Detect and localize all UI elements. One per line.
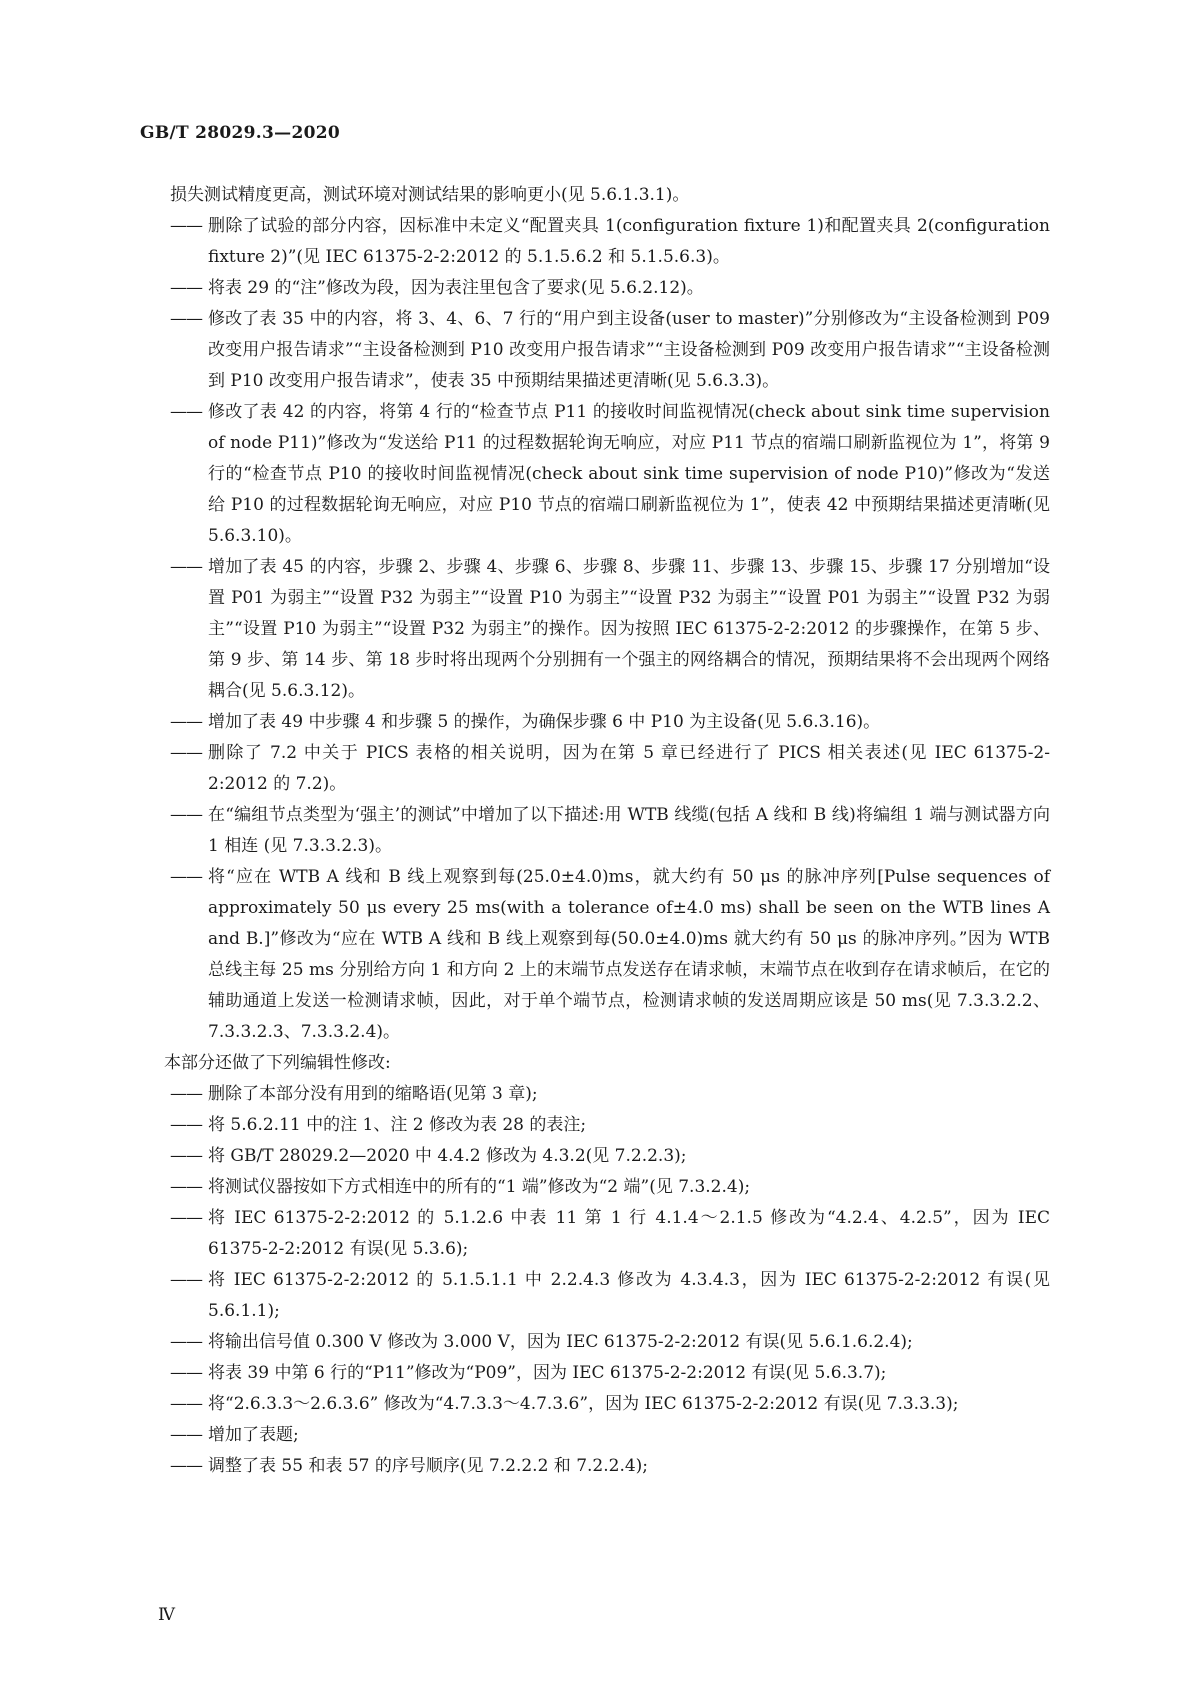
dash-marker: ——: [170, 402, 202, 422]
list-item: [170, 1389, 1050, 1420]
list-item-text: 在“编组节点类型为‘强主’的测试”中增加了以下描述:用 WTB 线缆(包括 A 线和 B 线)将编组 1 端与测试器方向 1 相连 (见 7.3.3.2.3)。: [208, 805, 1050, 856]
technical-changes-list: [170, 211, 1050, 1048]
dash-marker: ——: [170, 1456, 202, 1476]
dash-marker: ——: [170, 1332, 202, 1352]
page-number: Ⅳ: [158, 1605, 175, 1625]
dash-marker: ——: [170, 867, 202, 887]
dash-marker: ——: [170, 1084, 202, 1104]
list-item-text: 修改了表 42 的内容，将第 4 行的“检查节点 P11 的接收时间监视情况(check about sink time supervision of node P11)”修改为“发送给 P11 的过程数据轮询无响应，对应 P11 节点的宿端口刷新监视位为 1”，将第 9 行的“检查节点 P10 的接收时间监视情况(check about sink time supervision of node P10)”修改为“发送给 P10 的过程数据轮询无响应，对应 P10 节点的宿端口刷新监视位为 1”，使表 42 中预期结果描述更清晰(见 5.6.3.10)。: [208, 402, 1050, 546]
list-item: [170, 552, 1050, 707]
list-item-text: 将测试仪器按如下方式相连中的所有的“1 端”修改为“2 端”(见 7.3.2.4);: [208, 1177, 751, 1197]
list-item-text: 将表 29 的“注”修改为段，因为表注里包含了要求(见 5.6.2.12)。: [208, 278, 704, 298]
list-item-text: 调整了表 55 和表 57 的序号顺序(见 7.2.2.2 和 7.2.2.4);: [208, 1456, 649, 1476]
dash-marker: ——: [170, 557, 202, 577]
list-item: [170, 1079, 1050, 1110]
list-item: [170, 707, 1050, 738]
dash-marker: ——: [170, 712, 202, 732]
dash-marker: ——: [170, 216, 202, 236]
list-item: [170, 397, 1050, 552]
list-item-text: 将“应在 WTB A 线和 B 线上观察到每(25.0±4.0)ms，就大约有 50 μs 的脉冲序列[Pulse sequences of approximately 50 μs every 25 ms(with a tolerance of±4.0 ms) shall be seen on the WTB lines A and B.]”修改为“应在 WTB A 线和 B 线上观察到每(50.0±4.0)ms 就大约有 50 μs 的脉冲序列。”因为 WTB 总线主每 25 ms 分别给方向 1 和方向 2 上的末端节点发送存在请求帧，末端节点在收到存在请求帧后，在它的辅助通道上发送一检测请求帧，因此，对于单个端节点，检测请求帧的发送周期应该是 50 ms(见 7.3.3.2.2、7.3.3.2.3、7.3.3.2.4)。: [208, 867, 1050, 1042]
dash-marker: ——: [170, 805, 202, 825]
dash-marker: ——: [170, 1115, 202, 1135]
list-item-text: 删除了试验的部分内容，因标准中未定义“配置夹具 1(configuration fixture 1)和配置夹具 2(configuration fixture 2)”(见 IEC 61375-2-2:2012 的 5.1.5.6.2 和 5.1.5.6.3)。: [208, 216, 1050, 267]
document-body: [164, 180, 1050, 1482]
dash-marker: ——: [170, 1363, 202, 1383]
list-item-text: 将 GB/T 28029.2—2020 中 4.4.2 修改为 4.3.2(见 7.2.2.3);: [208, 1146, 687, 1166]
editorial-changes-list: [170, 1079, 1050, 1482]
list-item: [170, 1110, 1050, 1141]
list-item-text: 删除了 7.2 中关于 PICS 表格的相关说明，因为在第 5 章已经进行了 PICS 相关表述(见 IEC 61375-2-2:2012 的 7.2)。: [208, 743, 1050, 794]
dash-marker: ——: [170, 1146, 202, 1166]
list-item-text: 修改了表 35 中的内容，将 3、4、6、7 行的“用户到主设备(user to master)”分别修改为“主设备检测到 P09 改变用户报告请求”“主设备检测到 P10 改变用户报告请求”“主设备检测到 P09 改变用户报告请求”“主设备检测到 P10 改变用户报告请求”，使表 35 中预期结果描述更清晰(见 5.6.3.3)。: [208, 309, 1050, 391]
intro-continuation: 损失测试精度更高，测试环境对测试结果的影响更小(见 5.6.1.3.1)。: [170, 185, 690, 205]
list-item: [170, 211, 1050, 273]
list-item: [170, 1265, 1050, 1327]
list-item-text: 增加了表题;: [208, 1425, 299, 1445]
list-item: [170, 738, 1050, 800]
list-item-text: 将输出信号值 0.300 V 修改为 3.000 V，因为 IEC 61375-2-2:2012 有误(见 5.6.1.6.2.4);: [208, 1332, 913, 1352]
list-item: [170, 800, 1050, 862]
dash-marker: ——: [170, 1177, 202, 1197]
list-item: [170, 1420, 1050, 1451]
list-item-text: 将“2.6.3.3～2.6.3.6” 修改为“4.7.3.3～4.7.3.6”，因为 IEC 61375-2-2:2012 有误(见 7.3.3.3);: [208, 1394, 959, 1414]
list-item: [170, 1358, 1050, 1389]
editorial-heading: 本部分还做了下列编辑性修改:: [164, 1053, 391, 1073]
list-item-text: 删除了本部分没有用到的缩略语(见第 3 章);: [208, 1084, 538, 1104]
standard-code: GB/T 28029.3—2020: [140, 123, 340, 143]
list-item-text: 将表 39 中第 6 行的“P11”修改为“P09”，因为 IEC 61375-2-2:2012 有误(见 5.6.3.7);: [208, 1363, 887, 1383]
list-item-text: 将 IEC 61375-2-2:2012 的 5.1.5.1.1 中 2.2.4.3 修改为 4.3.4.3，因为 IEC 61375-2-2:2012 有误(见 5.6.1.1);: [208, 1270, 1050, 1321]
list-item: [170, 1172, 1050, 1203]
list-item-text: 增加了表 45 的内容，步骤 2、步骤 4、步骤 6、步骤 8、步骤 11、步骤 13、步骤 15、步骤 17 分别增加“设置 P01 为弱主”“设置 P32 为弱主”“设置 P10 为弱主”“设置 P32 为弱主”“设置 P01 为弱主”“设置 P32 为弱主”“设置 P10 为弱主”“设置 P32 为弱主”的操作。因为按照 IEC 61375-2-2:2012 的步骤操作，在第 5 步、第 9 步、第 14 步、第 18 步时将出现两个分别拥有一个强主的网络耦合的情况，预期结果将不会出现两个网络耦合(见 5.6.3.12)。: [208, 557, 1050, 701]
dash-marker: ——: [170, 1425, 202, 1445]
list-item: [170, 862, 1050, 1048]
list-item: [170, 1203, 1050, 1265]
dash-marker: ——: [170, 278, 202, 298]
list-item: [170, 304, 1050, 397]
list-item-text: 增加了表 49 中步骤 4 和步骤 5 的操作，为确保步骤 6 中 P10 为主设备(见 5.6.3.16)。: [208, 712, 881, 732]
dash-marker: ——: [170, 1394, 202, 1414]
list-item: [170, 273, 1050, 304]
list-item: [170, 1141, 1050, 1172]
dash-marker: ——: [170, 743, 202, 763]
list-item-text: 将 5.6.2.11 中的注 1、注 2 修改为表 28 的表注;: [208, 1115, 587, 1135]
list-item-text: 将 IEC 61375-2-2:2012 的 5.1.2.6 中表 11 第 1 行 4.1.4～2.1.5 修改为“4.2.4、4.2.5”，因为 IEC 61375-2-2:2012 有误(见 5.3.6);: [208, 1208, 1050, 1259]
list-item: [170, 1327, 1050, 1358]
dash-marker: ——: [170, 309, 202, 329]
dash-marker: ——: [170, 1208, 202, 1228]
list-item: [170, 1451, 1050, 1482]
dash-marker: ——: [170, 1270, 202, 1290]
